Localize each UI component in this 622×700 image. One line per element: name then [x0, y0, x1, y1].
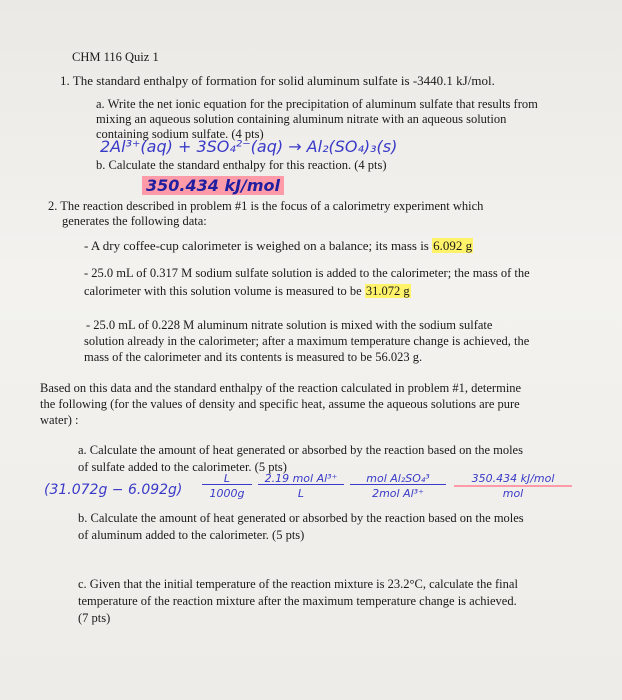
- highlight-mass-2: 31.072 g: [365, 284, 410, 298]
- data-item-1: [84, 238, 473, 254]
- q1b-answer-text: 350.434 kJ/mol: [142, 176, 284, 195]
- calc-frac-1-num: L: [223, 472, 231, 485]
- q1b-handwritten-answer: [142, 176, 284, 196]
- q2c-line3: (7 pts): [78, 611, 111, 625]
- data-item-2-line1: - 25.0 mL of 0.317 M sodium sulfate solution is added to the calorimeter; the mass of the: [84, 266, 530, 280]
- q1a-handwritten-equation: 2Al³⁺(aq) + 3SO₄²⁻(aq) → Al₂(SO₄)₃(s): [100, 137, 398, 156]
- calc-frac-1-den: 1000g: [209, 487, 245, 500]
- q2b-line1: b. Calculate the amount of heat generated or absorbed by the reaction based on the moles: [78, 511, 524, 525]
- data-item-3-line2: solution already in the calorimeter; after a maximum temperature change is achieved, the: [84, 334, 530, 348]
- calc-frac-3-den: 2mol Al³⁺: [372, 487, 424, 500]
- data-item-2-text: calorimeter with this solution volume is measured to be: [84, 284, 362, 298]
- quiz-title: CHM 116 Quiz 1: [72, 50, 159, 64]
- q1a-line1: a. Write the net ionic equation for the precipitation of aluminum sulfate that results from: [96, 97, 538, 111]
- based-line1: Based on this data and the standard enthalpy of the reaction calculated in problem #1, determine: [40, 381, 522, 395]
- q1a-line3: containing sodium sulfate. (4 pts): [96, 127, 264, 141]
- data-item-2-line2: [84, 284, 411, 299]
- q2a-line1: a. Calculate the amount of heat generated or absorbed by the reaction based on the moles: [78, 443, 523, 457]
- q2c-line2: temperature of the reaction mixture after the maximum temperature change is achieved.: [78, 594, 517, 608]
- q1-stem: 1. The standard enthalpy of formation for solid aluminum sulfate is -3440.1 kJ/mol.: [60, 73, 495, 88]
- calc-frac-2-den: L: [297, 487, 305, 500]
- highlight-mass-1: 6.092 g: [433, 238, 473, 253]
- q2-line1: 2. The reaction described in problem #1 is the focus of a calorimetry experiment which: [48, 199, 484, 213]
- q2c-line1: c. Given that the initial temperature of the reaction mixture is 23.2°C, calculate the final: [78, 577, 518, 591]
- data-item-3-line3: mass of the calorimeter and its contents is measured to be 56.023 g.: [84, 350, 423, 364]
- q1b-prompt: b. Calculate the standard enthalpy for this reaction. (4 pts): [96, 158, 387, 172]
- q2-line2: generates the following data:: [62, 214, 207, 228]
- data-item-1-text: - A dry coffee-cup calorimeter is weighed on a balance; its mass is: [84, 238, 429, 253]
- data-item-3-line1: - 25.0 mL of 0.228 M aluminum nitrate solution is mixed with the sodium sulfate: [86, 318, 493, 332]
- calc-frac-2-num: 2.19 mol Al³⁺: [264, 472, 338, 485]
- based-line2: the following (for the values of density and specific heat, assume the aqueous solutions are pure: [40, 397, 520, 411]
- based-line3: water) :: [40, 413, 79, 427]
- q1a-line2: mixing an aqueous solution containing aluminum nitrate with an aqueous solution: [96, 112, 507, 126]
- calc-mass-difference: (31.072g − 6.092g): [44, 482, 183, 498]
- q2a-line2: of sulfate added to the calorimeter. (5 pts): [78, 460, 287, 474]
- calc-frac-4-den: mol: [502, 487, 524, 500]
- calc-frac-3-num: mol Al₂SO₄³: [366, 472, 430, 485]
- q2b-line2: of aluminum added to the calorimeter. (5 pts): [78, 528, 305, 542]
- calc-frac-4-num: 350.434 kJ/mol: [454, 472, 572, 487]
